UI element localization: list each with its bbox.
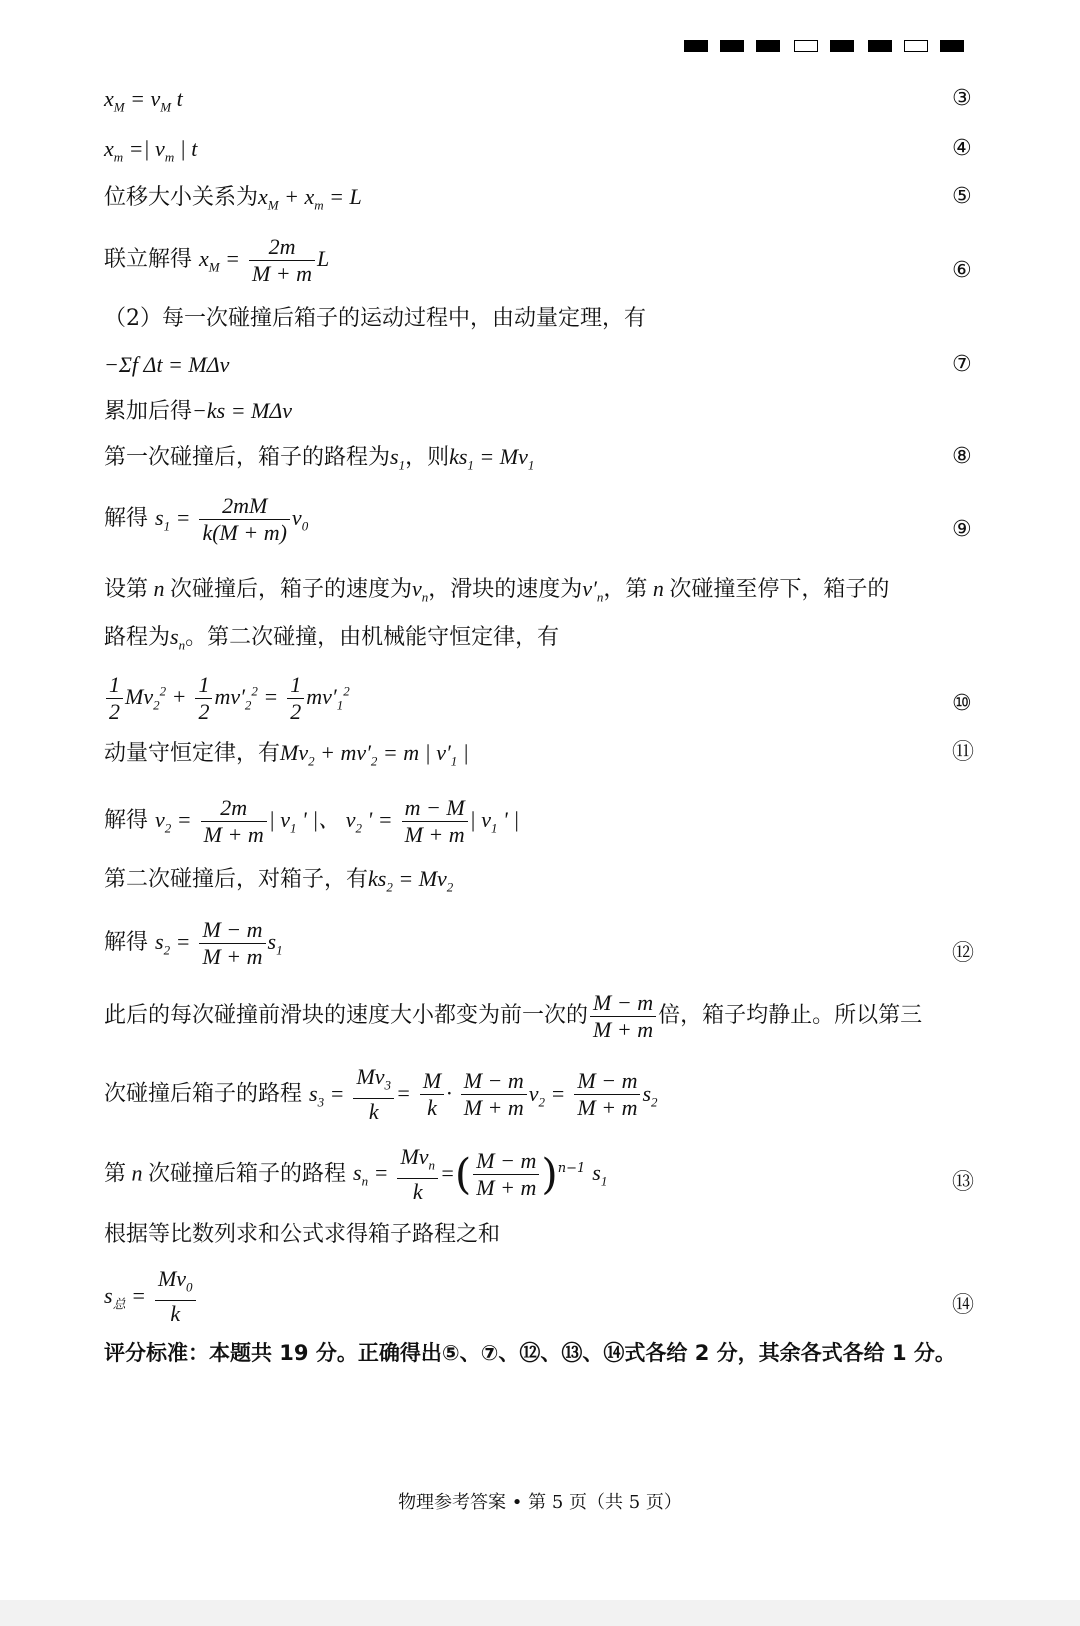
text-line <box>104 1220 984 1250</box>
eq-number: ③ <box>952 86 972 111</box>
equation-10: $\frac{1}{2}$ $Mv_2^2$ + $\frac{1}{2}$ $mv'_2^2$ = $\frac{1}{2}$ $mv'_1^2$ ⑩ <box>104 664 984 720</box>
eq-number: ⑫ <box>952 941 975 966</box>
equation-8: 第一次碰撞后，箱子的路程为$s_1$，则$ks_1 = Mv_1$ ⑧ <box>104 444 972 473</box>
equation-11: 动量守恒定律，有$Mv_2 + mv'_2 = m$ | $v'_1$ | ⑪ <box>104 740 975 769</box>
text: 第一次碰撞后，箱子的路程为 <box>104 445 391 470</box>
equation-3: $x_M = v_M$ t ③ <box>104 86 972 115</box>
equation-6: 联立解得 $x_M$ = $\frac{2m}{M + m}$ L ⑥ <box>104 232 984 286</box>
text: 位移大小关系为 <box>104 185 259 210</box>
text: ，则 <box>405 445 450 470</box>
page-footer: 物理参考答案 • 第 5 页（共 5 页） <box>398 1492 682 1513</box>
text: 解得 <box>104 506 149 531</box>
text: 倍，箱子均静止。所以第三 <box>658 1003 923 1028</box>
text: 累加后得 <box>104 399 193 424</box>
text: 解得 <box>104 930 149 955</box>
text-line: 路程为$s_n$。第二次碰撞，由机械能守恒定律，有 <box>104 624 560 653</box>
text: 设第 <box>104 577 149 602</box>
text: 次碰撞至停下，箱子的 <box>669 577 890 602</box>
text: 根据等比数列求和公式求得箱子路程之和 <box>104 1222 501 1247</box>
header-mark <box>720 40 744 52</box>
text: 路程为 <box>104 625 171 650</box>
eq-number: ⑦ <box>952 352 972 377</box>
text-line: 设第 n 次碰撞后，箱子的速度为$v_n$，滑块的速度为$v'_n$，第 n 次碰撞至停下，箱子的 <box>104 576 890 605</box>
text: 次碰撞后，箱子的速度为 <box>170 577 413 602</box>
header-mark <box>940 40 964 52</box>
header-mark <box>756 40 780 52</box>
text-line: 累加后得−ks = MΔv <box>104 398 293 424</box>
bottom-band <box>0 1600 1080 1626</box>
text-line: 次碰撞后箱子的路程 $s_3$ = $\frac{Mv_3}{k}$ = $\frac{M}{k}$ · $\frac{M - m}{M + m}$ $v_2$ = $\frac{M - m}{M + m}$ $s_2$ <box>104 1064 658 1125</box>
text: 此后的每次碰撞前滑块的速度大小都变为前一次的 <box>104 1003 589 1028</box>
text: 次碰撞后箱子的路程 <box>104 1081 303 1107</box>
text-line: 解得 $v_2$ = $\frac{2m}{M + m}$ | $v_1$ ' |、 $v_2$ ' = $\frac{m - M}{M + m}$ | $v_1$ ' | <box>104 794 520 847</box>
text: 联立解得 <box>104 247 193 272</box>
text: ，第 <box>603 577 648 602</box>
text: 次碰撞后箱子的路程 <box>148 1161 347 1187</box>
eq-number: ⑤ <box>952 184 972 209</box>
text: 解得 <box>104 808 149 833</box>
text: 第 <box>104 1161 127 1187</box>
equation-4: $x_m$ =| $v_m$ | t ④ <box>104 136 972 165</box>
text: 。第二次碰撞，由机械能守恒定律，有 <box>185 625 560 650</box>
header-mark <box>868 40 892 52</box>
scoring-criteria: 评分标准：本题共 19 分。正确得出⑤、⑦、⑫、⑬、⑭式各给 2 分，其余各式各给 1 分。 <box>104 1341 956 1365</box>
header-mark <box>904 40 928 52</box>
eq-number: ⑭ <box>952 1293 975 1318</box>
header-mark <box>684 40 708 52</box>
text-line: 此后的每次碰撞前滑块的速度大小都变为前一次的 $\frac{M - m}{M + m}$ 倍，箱子均静止。所以第三 <box>104 989 923 1042</box>
text-line <box>104 304 984 334</box>
header-mark <box>830 40 854 52</box>
header-mark <box>794 40 818 52</box>
eq-number: ⑥ <box>952 258 972 283</box>
equation-7: −Σf Δt = MΔv ⑦ <box>104 350 984 381</box>
equation-12: 解得 $s_2$ = $\frac{M - m}{M + m}$ $s_1$ ⑫ <box>104 914 984 970</box>
eq-number: ⑪ <box>952 740 975 765</box>
text-line: 第二次碰撞后，对箱子，有$ks_2 = Mv_2$ <box>104 866 454 895</box>
equation-5: 位移大小关系为$x_M + x_m = L$ ⑤ <box>104 184 972 213</box>
eq-number: ⑨ <box>952 517 972 542</box>
text: 第二次碰撞后，对箱子，有 <box>104 867 369 892</box>
equation-9: 解得 $s_1$ = $\frac{2mM}{k(M + m)}$ $v_0$ ⑨ <box>104 490 984 546</box>
text: （2）每一次碰撞后箱子的运动过程中，由动量定理，有 <box>104 306 646 331</box>
eq-number: ④ <box>952 136 972 161</box>
equation-14: $s_总$ = $\frac{Mv_0}{k}$ ⑭ <box>104 1266 984 1322</box>
eq-number: ⑩ <box>952 691 972 716</box>
text: ，滑块的速度为 <box>428 577 583 602</box>
eq-number: ⑧ <box>952 444 972 469</box>
equation-13: 第 n 次碰撞后箱子的路程 $s_n$ = $\frac{Mv_n}{k}$ =( $\frac{M - m}{M + m}$ )$^{n-1}$ $s_1$ ⑬ <box>104 1140 984 1198</box>
text: 动量守恒定律，有 <box>104 741 281 766</box>
eq-number: ⑬ <box>952 1170 975 1195</box>
